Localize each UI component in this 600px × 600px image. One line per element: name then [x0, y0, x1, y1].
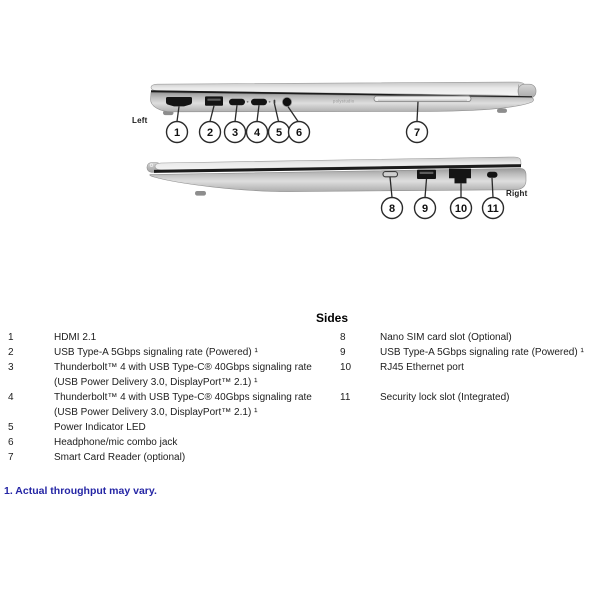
callouts-right	[382, 198, 504, 219]
legend-text: Smart Card Reader (optional)	[54, 452, 186, 463]
legend-item-9	[0, 345, 600, 360]
right-side-view-diagram	[130, 150, 540, 225]
legend-text: Headphone/mic combo jack	[54, 437, 178, 448]
callout-10	[451, 198, 472, 219]
callout-8	[382, 198, 403, 219]
legend-num: 7	[8, 452, 14, 463]
svg-text:5: 5	[275, 127, 283, 139]
callout-4	[247, 122, 268, 143]
legend-item-11	[0, 390, 600, 405]
callouts-left	[167, 122, 428, 143]
footnote: 1. Actual throughput may vary.	[4, 485, 157, 497]
nano-sim-slot	[383, 172, 398, 177]
svg-text:9: 9	[421, 203, 429, 215]
legend-text: Thunderbolt™ 4 with USB Type-C® 40Gbps signaling rate	[54, 392, 312, 403]
laptop-foot	[195, 191, 206, 196]
legend-num: 4	[8, 392, 14, 403]
thunderbolt-mark	[247, 101, 249, 103]
legend-item-7	[0, 450, 600, 465]
legend-text-line2: (USB Power Delivery 3.0, DisplayPort™ 2.1) ¹	[54, 407, 258, 418]
legend-num: 11	[340, 392, 351, 403]
section-title: Sides	[316, 311, 349, 325]
legend-item-6	[0, 435, 600, 450]
legend-text: Power Indicator LED	[54, 422, 146, 433]
legend-item-8	[0, 330, 600, 345]
callout-9	[415, 198, 436, 219]
svg-text:1: 1	[173, 127, 181, 139]
legend-num: 6	[8, 437, 14, 448]
callout-7	[407, 122, 428, 143]
legend-num: 1	[8, 332, 14, 343]
svg-text:10: 10	[454, 203, 468, 215]
svg-text:4: 4	[253, 127, 261, 139]
hdmi-port	[166, 97, 192, 106]
security-lock-slot	[487, 172, 498, 178]
svg-text:2: 2	[206, 127, 214, 139]
right-label: Right	[506, 189, 528, 198]
svg-text:11: 11	[487, 203, 499, 215]
legend-num: 3	[8, 362, 14, 373]
legend-item-5	[0, 420, 600, 435]
callout-6	[289, 122, 310, 143]
audio-jack	[282, 97, 291, 106]
svg-text:3: 3	[231, 127, 239, 139]
callout-1	[167, 122, 188, 143]
legend-num: 2	[8, 347, 14, 358]
legend-num: 9	[340, 347, 346, 358]
legend-item-10	[0, 360, 600, 375]
thunderbolt-mark	[269, 101, 271, 103]
legend-text: RJ45 Ethernet port	[380, 362, 464, 373]
left-label: Left	[132, 116, 148, 125]
callout-3	[225, 122, 246, 143]
legend-text: Nano SIM card slot (Optional)	[380, 332, 512, 343]
legend-text-line2: (USB Power Delivery 3.0, DisplayPort™ 2.1) ¹	[54, 377, 258, 388]
svg-text:7: 7	[413, 127, 421, 139]
legend-num: 10	[340, 362, 352, 373]
legend-text: USB Type-A 5Gbps signaling rate (Powered) ¹	[380, 347, 584, 358]
usb-a-port-left	[205, 96, 223, 105]
power-led	[274, 100, 276, 104]
callout-11	[483, 198, 504, 219]
svg-text:8: 8	[388, 203, 396, 215]
smart-card-slot	[374, 96, 471, 102]
left-side-view-diagram	[130, 76, 540, 148]
legend-text: USB Type-A 5Gbps signaling rate (Powered) ¹	[54, 347, 258, 358]
legend-num: 5	[8, 422, 14, 433]
brand-text: polystudio	[333, 98, 355, 104]
svg-text:6: 6	[295, 127, 303, 139]
callout-2	[200, 122, 221, 143]
legend-text: HDMI 2.1	[54, 332, 97, 343]
legend-text: Security lock slot (Integrated)	[380, 392, 510, 403]
usb-a-port-right	[417, 170, 436, 179]
callout-5	[269, 122, 290, 143]
legend-text: Thunderbolt™ 4 with USB Type-C® 40Gbps signaling rate	[54, 362, 312, 373]
legend-num: 8	[340, 332, 346, 343]
